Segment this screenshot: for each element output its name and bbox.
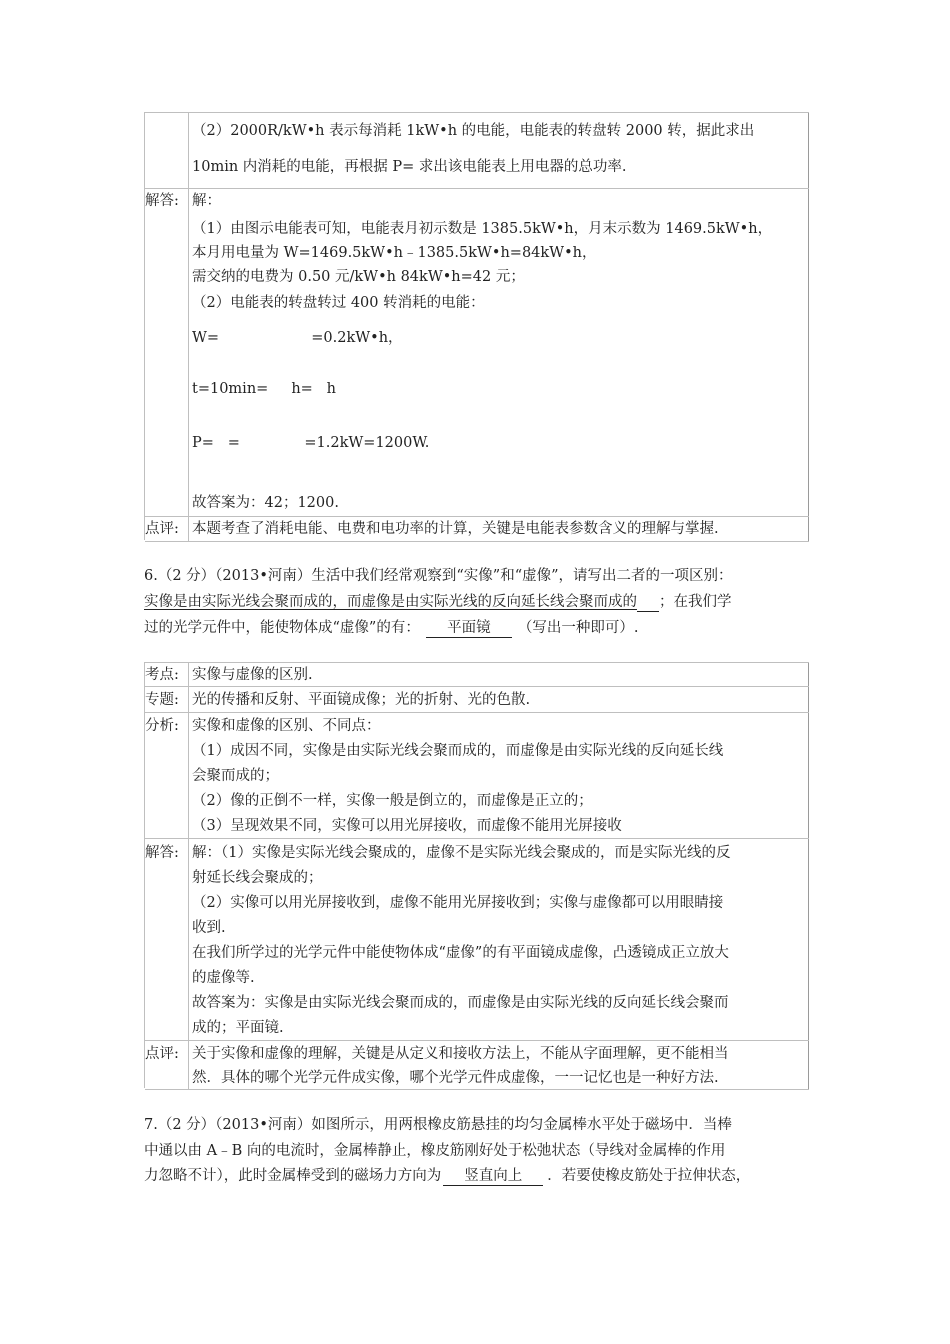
question-6-line-3-head: 过的光学元件中，能使物体成“虚像”的有： <box>144 620 420 636</box>
jieda-line: 在我们所学过的光学元件中能使物体成“虚像”的有平面镜成虚像，凸透镜成正立放大 <box>192 945 729 961</box>
dianping-line: 关于实像和虚像的理解，关键是从定义和接收方法上，不能从字面理解，更不能相当 <box>192 1046 729 1062</box>
solution-line: （2）电能表的转盘转过 400 转消耗的电能： <box>192 295 485 311</box>
kaodian-text: 实像与虚像的区别. <box>192 667 313 683</box>
fenxi-line: （1）成因不同，实像是由实际光线会聚而成的，而虚像是由实际光线的反向延长线 <box>192 743 724 759</box>
dianping-line: 然．具体的哪个光学元件成实像，哪个光学元件成虚像，一一记忆也是一种好方法. <box>192 1070 719 1086</box>
solution-line: 本月用电量为 W=1469.5kW•h﹣1385.5kW•h=84kW•h， <box>192 245 597 261</box>
question-6-line-3-tail: （写出一种即可）. <box>517 620 639 636</box>
solution-line: t=10min= h= h <box>192 381 337 397</box>
question-7-line-3 <box>144 1166 750 1186</box>
answer-blank-1: 实像是由实际光线会聚而成的，而虚像是由实际光线的反向延长线会聚而成的 <box>144 594 637 610</box>
question-6-line-2-tail: ；在我们学 <box>659 594 732 610</box>
fenxi-line: 会聚而成的； <box>192 768 279 784</box>
comment-row <box>145 516 809 542</box>
jieda-line: 收到. <box>192 920 226 936</box>
analysis-line: 10min 内消耗的电能，再根据 P= 求出该电能表上用电器的总功率. <box>192 159 627 175</box>
question-6-line-3 <box>144 618 638 638</box>
jieda-line: 解：（1）实像是实际光线会聚成的，虚像不是实际光线会聚成的，而是实际光线的反 <box>192 845 731 861</box>
comment-text: 本题考查了消耗电能、电费和电功率的计算，关键是电能表参数含义的理解与掌握. <box>192 521 719 537</box>
solution-row <box>145 188 809 517</box>
jieda-row <box>145 838 809 1041</box>
solution-line: 故答案为：42；1200. <box>192 495 339 511</box>
question-6-line-1: 6.（2 分）（2013•河南）生活中我们经常观察到“实像”和“虚像”，请写出二者的一项区别： <box>144 568 733 584</box>
fenxi-line: （3）呈现效果不同，实像可以用光屏接收，而虚像不能用光屏接收 <box>192 818 622 834</box>
top-analysis-table <box>144 112 809 540</box>
dianping-row <box>145 1040 809 1090</box>
jieda-line: （2）实像可以用光屏接收到，虚像不能用光屏接收到；实像与虚像都可以用眼睛接 <box>192 895 724 911</box>
jieda-line: 射延长线会聚成的； <box>192 870 323 886</box>
jieda-line: 故答案为：实像是由实际光线会聚而成的，而虚像是由实际光线的反向延长线会聚而 <box>192 995 729 1011</box>
answer-blank-3: 竖直向上 <box>443 1166 543 1186</box>
kaodian-row <box>145 662 809 687</box>
question-6-line-2 <box>144 592 732 612</box>
jieda-line: 成的；平面镜. <box>192 1020 284 1036</box>
fenxi-label: 分析: <box>145 718 179 734</box>
solution-line: P= = =1.2kW=1200W. <box>192 435 430 451</box>
analysis-line: （2）2000R/kW•h 表示每消耗 1kW•h 的电能，电能表的转盘转 2000 转，据此求出 <box>192 123 755 139</box>
solution-label: 解答: <box>145 193 179 209</box>
solution-line: （1）由图示电能表可知，电能表月初示数是 1385.5kW•h，月末示数为 1469.5kW•h， <box>192 221 773 237</box>
solution-line: W= =0.2kW•h， <box>192 330 403 346</box>
fenxi-line: 实像和虚像的区别、不同点： <box>192 718 381 734</box>
jieda-line: 的虚像等. <box>192 970 255 986</box>
jieda-label: 解答: <box>145 845 179 861</box>
analysis-continuation-row <box>145 112 809 189</box>
question-7-line-1: 7.（2 分）（2013•河南）如图所示，用两根橡皮筋悬挂的均匀金属棒水平处于磁场中．当棒 <box>144 1117 732 1133</box>
zhuanti-label: 专题: <box>145 692 179 708</box>
q6-analysis-table <box>144 662 809 1088</box>
question-7-line-2: 中通以由 A﹣B 向的电流时，金属棒静止，橡皮筋刚好处于松弛状态（导线对金属棒的作用 <box>144 1143 726 1159</box>
question-7-line-3-tail: ．若要使橡皮筋处于拉伸状态， <box>547 1168 751 1184</box>
answer-blank-2: 平面镜 <box>426 618 512 638</box>
comment-label: 点评: <box>145 521 179 537</box>
kaodian-label: 考点: <box>145 667 179 683</box>
fenxi-line: （2）像的正倒不一样，实像一般是倒立的，而虚像是正立的； <box>192 793 593 809</box>
solution-line: 需交纳的电费为 0.50 元/kW•h 84kW•h=42 元； <box>192 269 525 285</box>
dianping-label: 点评: <box>145 1046 179 1062</box>
zhuanti-row <box>145 686 809 713</box>
fenxi-row <box>145 712 809 839</box>
solution-line: 解： <box>192 193 221 209</box>
zhuanti-text: 光的传播和反射、平面镜成像；光的折射、光的色散. <box>192 692 531 708</box>
question-7-line-3-head: 力忽略不计），此时金属棒受到的磁场力方向为 <box>144 1168 442 1184</box>
